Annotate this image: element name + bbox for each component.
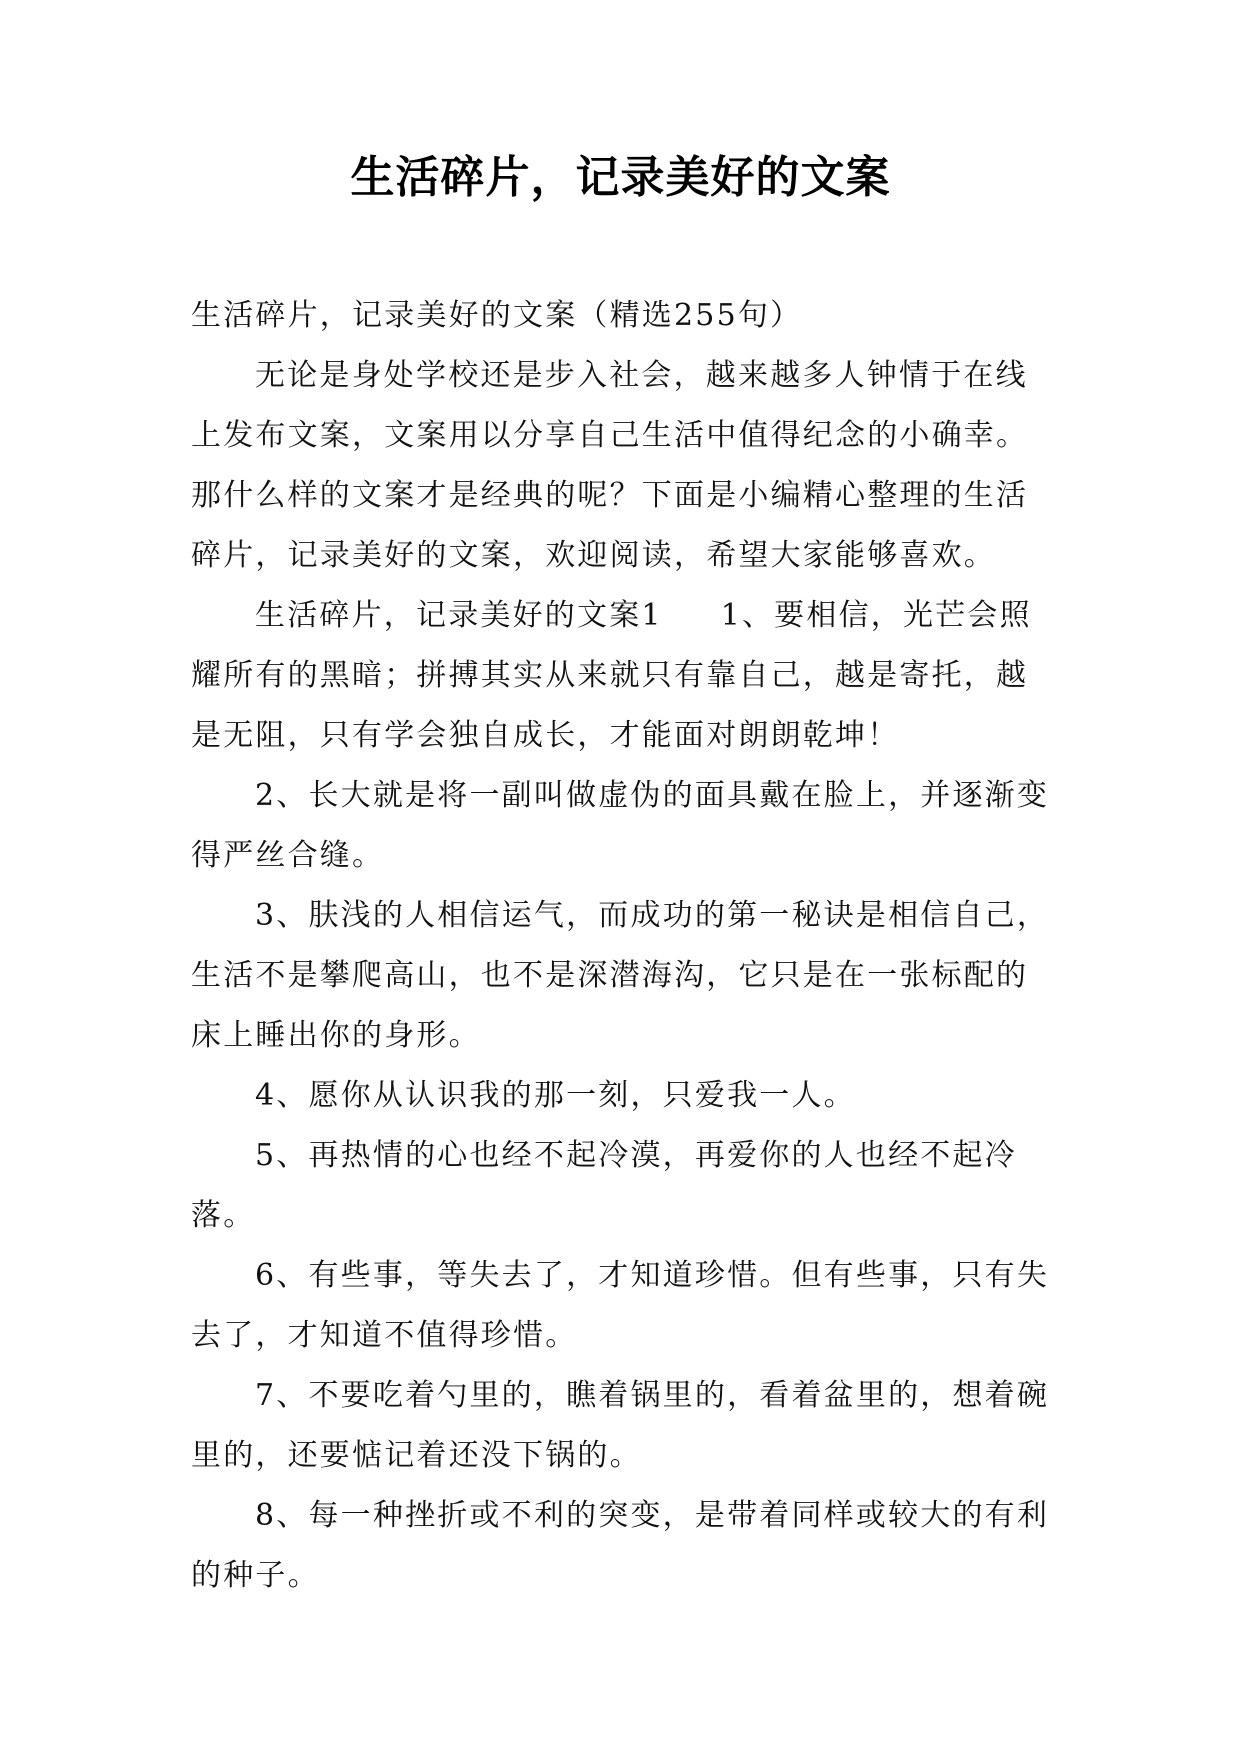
list-item: 6、有些事，等失去了，才知道珍惜。但有些事，只有失去了，才知道不值得珍惜。	[191, 1258, 1050, 1353]
intro-paragraph: 无论是身处学校还是步入社会，越来越多人钟情于在线上发布文案，文案用以分享自己生活中值得纪念的小确幸。那什么样的文案才是经典的呢？下面是小编精心整理的生活碎片，记录美好的文案，欢迎阅读，希望大家能够喜欢。	[191, 358, 1029, 573]
section-paragraph	[191, 586, 1051, 766]
list-item: 3、肤浅的人相信运气，而成功的第一秘诀是相信自己，生活不是攀爬高山，也不是深潜海沟，它只是在一张标配的床上睡出你的身形。	[191, 898, 1050, 1053]
list-item: 8、每一种挫折或不利的突变，是带着同样或较大的有利的种子。	[191, 1498, 1050, 1593]
document-body	[191, 286, 1051, 1606]
section-heading: 生活碎片，记录美好的文案1	[255, 598, 663, 633]
subtitle-line: 生活碎片，记录美好的文案（精选255句）	[191, 298, 803, 333]
document-title: 生活碎片，记录美好的文案	[350, 152, 891, 203]
list-item: 1、要相信，光芒会照耀所有的黑暗；拼搏其实从来就只有靠自己，越是寄托，越是无阻，只有学会独自成长，才能面对朗朗乾坤！	[191, 598, 1032, 753]
list-item: 5、再热情的心也经不起冷漠，再爱你的人也经不起冷落。	[191, 1138, 1017, 1233]
list-item: 2、长大就是将一副叫做虚伪的面具戴在脸上，并逐渐变得严丝合缝。	[191, 778, 1050, 873]
list-item: 7、不要吃着勺里的，瞧着锅里的，看着盆里的，想着碗里的，还要惦记着还没下锅的。	[191, 1378, 1050, 1473]
list-item: 4、愿你从认识我的那一刻，只爱我一人。	[255, 1078, 856, 1113]
